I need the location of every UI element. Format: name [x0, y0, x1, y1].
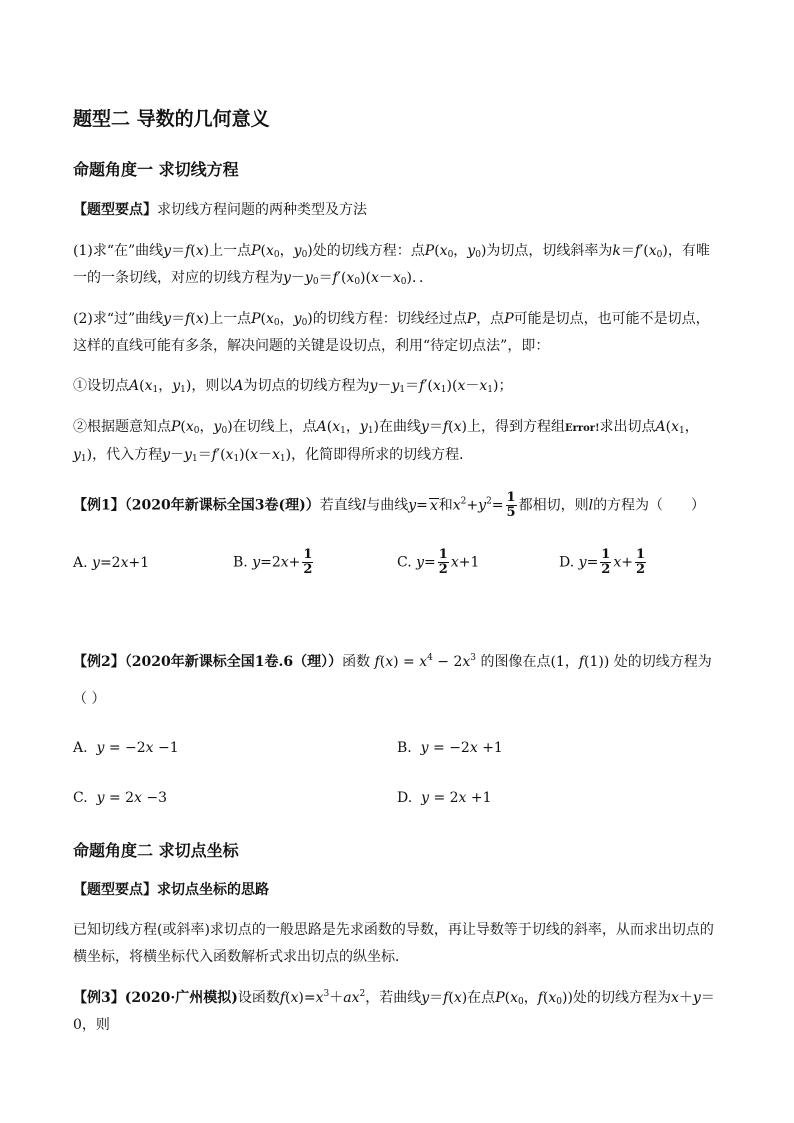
angle1-key-point: [73, 197, 723, 224]
example3-label: 【例3】: [73, 990, 125, 1006]
angle2-title: 命题角度二 求切点坐标: [73, 841, 239, 860]
example2-source: （2020年新课标全国1卷.6（理））: [124, 654, 343, 670]
angle1-paragraph-2: (2)求“过”曲线y＝f(x)上一点$P(x_0$，$y_0$)的切线方程：切线经过点P，点P可能是切点，也可能不是切点，这样的直线可能有多条，解决问题的关键是设切点，利用“待定切点法”，即：: [73, 311, 710, 354]
example2-label: 【例2】: [73, 654, 125, 670]
angle1-step-1: ①设切点$A(x_1$，$y_1$)，则以A为切点的切线方程为$y-y_1=f'(x_1)(x-x_1)$；: [73, 378, 513, 395]
fraction: $\frac{1}{5}$: [506, 490, 516, 520]
example1-question: 【例1】（2020年新课标全国3卷(理)）若直线l与曲线y= x和$x^2+y^2=$ $\frac{1}{5}$ 都相切，则l的方程为（ ）: [73, 490, 706, 520]
example2-option-c[interactable]: C. y = 2x −3: [73, 790, 168, 806]
section-title: 题型二 导数的几何意义: [73, 108, 270, 130]
angle1-step-2: ②根据题意知点$P(x_0$，$y_0$)在切线上，点$A(x_1$，$y_1$)在曲线y＝f(x)上，得到方程组Error!求出切点$A(x_1$，$y_1$)，代入方程$y-y_1=f'(x_1)(x-x_1)$，化简即得所求的切线方程．: [73, 419, 699, 464]
example3-source: (2020·广州模拟): [124, 990, 238, 1006]
angle2-text: 已知切线方程(或斜率)求切点的一般思路是先求函数的导数，再让导数等于切线的斜率，从而求出切点的横坐标，将横坐标代入函数解析式求出切点的纵坐标．: [73, 922, 714, 965]
example2-paren: （ ）: [73, 691, 106, 707]
example2-option-d[interactable]: D. y = 2x +1: [397, 790, 492, 806]
key-label: 【题型要点】: [73, 882, 157, 898]
example1-source: （2020年新课标全国3卷(理)）: [124, 497, 320, 514]
key-text: 求切点坐标的思路: [157, 882, 269, 898]
angle2-key-point: [73, 877, 723, 904]
example1-option-a[interactable]: A. y=2x+1: [73, 555, 150, 571]
example1-label: 【例1】: [73, 497, 125, 514]
angle1-paragraph-1: (1)求“在”曲线y＝f(x)上一点$P(x_0$，$y_0$)处的切线方程：点$P(x_0$，$y_0$)为切点，切线斜率为$k=f'(x_0)$，有唯一的一条切线，对应的切线方程为$y-y_0=f'(x_0)(x-x_0)$．．: [73, 243, 710, 287]
example1-option-c[interactable]: C. y= $\frac{1}{2}$ x+1: [397, 547, 480, 577]
example2-option-a[interactable]: A. y = −2x −1: [73, 740, 179, 756]
key-text: 求切线方程问题的两种类型及方法: [157, 202, 367, 218]
key-label: 【题型要点】: [73, 202, 157, 218]
example1-option-d[interactable]: D. y= $\frac{1}{2}$ x+ $\frac{1}{2}$: [559, 547, 646, 577]
example3-question: 【例3】(2020·广州模拟)设函数$f(x)=x^3+ax^2$，若曲线y＝f(x)在点$P(x_0$，$f(x_0)$)处的切线方程为x＋y＝0，则: [73, 989, 715, 1033]
error-marker: Error!: [564, 423, 600, 434]
example2-option-b[interactable]: B. y = −2x +1: [397, 740, 503, 756]
example2-question: 【例2】（2020年新课标全国1卷.6（理））函数 $f(x) = x^4 - 2x^3$ 的图像在点(1，f(1)) 处的切线方程为: [73, 653, 712, 670]
example1-option-b[interactable]: B. y=2x+ $\frac{1}{2}$: [233, 547, 313, 577]
angle1-title: 命题角度一 求切线方程: [73, 160, 239, 179]
